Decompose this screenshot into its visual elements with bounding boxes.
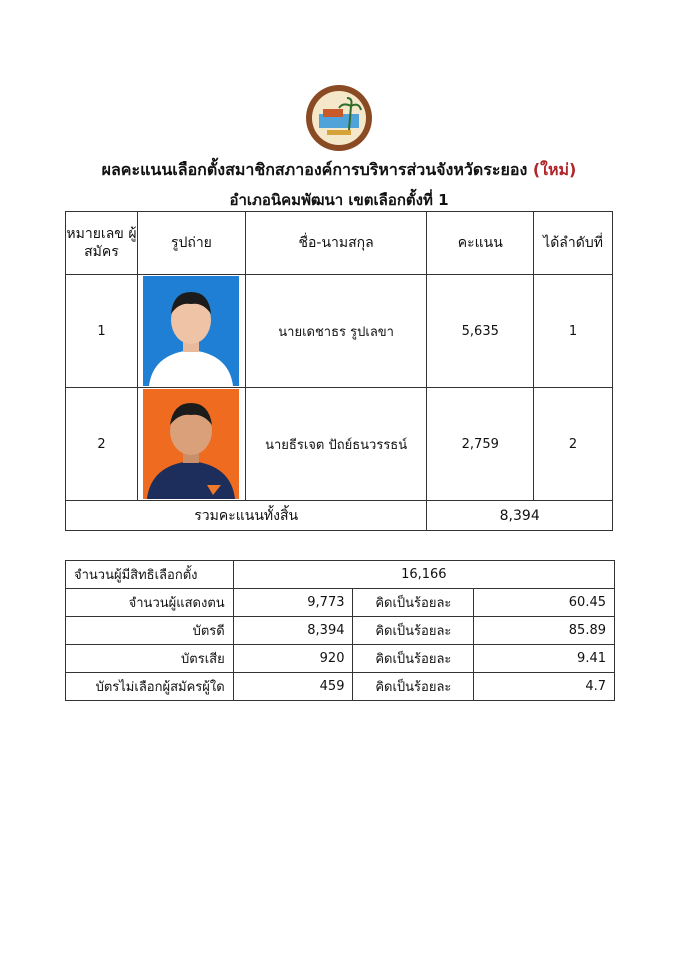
- header-number: หมายเลข ผู้สมัคร: [66, 212, 138, 275]
- stat-label: บัตรเสีย: [66, 645, 234, 673]
- results-header-row: [66, 212, 613, 275]
- candidate-photo: [143, 389, 239, 499]
- header-name: ชื่อ-นามสกุล: [245, 212, 427, 275]
- stat-value: 8,394: [233, 617, 353, 645]
- stat-percent: 85.89: [474, 617, 615, 645]
- candidate-rank: 1: [534, 275, 613, 388]
- stat-label: บัตรไม่เลือกผู้สมัครผู้ใด: [66, 673, 234, 701]
- total-label: รวมคะแนนทั้งสิ้น: [66, 501, 427, 531]
- eligible-label: จำนวนผู้มีสิทธิเลือกตั้ง: [66, 561, 234, 589]
- percent-label: คิดเป็นร้อยละ: [353, 589, 474, 617]
- province-seal-logo: [305, 84, 373, 152]
- total-row: [66, 501, 613, 531]
- header-score: คะแนน: [427, 212, 534, 275]
- stat-percent: 60.45: [474, 589, 615, 617]
- page-title: ผลคะแนนเลือกตั้งสมาชิกสภาองค์การบริหารส่วนจังหวัดระยอง (ใหม่): [101, 160, 577, 179]
- stat-percent: 4.7: [474, 673, 615, 701]
- stat-label: จำนวนผู้แสดงตน: [66, 589, 234, 617]
- header-rank: ได้ลำดับที่: [534, 212, 613, 275]
- candidate-name: นายเดชาธร รูปเลขา: [245, 275, 427, 388]
- stats-eligible-row: [66, 561, 615, 589]
- stats-row: [66, 617, 615, 645]
- candidate-name: นายธีรเจต ปัถย์ธนวรรธน์: [245, 388, 427, 501]
- eligible-value: 16,166: [233, 561, 614, 589]
- total-value: 8,394: [427, 501, 613, 531]
- candidate-row: [66, 275, 613, 388]
- candidate-number: 2: [66, 388, 138, 501]
- page-subtitle: อำเภอนิคมพัฒนา เขตเลือกตั้งที่ 1: [229, 191, 449, 209]
- candidate-rank: 2: [534, 388, 613, 501]
- stats-row: [66, 645, 615, 673]
- candidate-photo-cell: [137, 275, 245, 388]
- stat-value: 920: [233, 645, 353, 673]
- candidate-number: 1: [66, 275, 138, 388]
- percent-label: คิดเป็นร้อยละ: [353, 673, 474, 701]
- candidate-photo-cell: [137, 388, 245, 501]
- header-photo: รูปถ่าย: [137, 212, 245, 275]
- candidate-row: [66, 388, 613, 501]
- percent-label: คิดเป็นร้อยละ: [353, 645, 474, 673]
- stat-value: 9,773: [233, 589, 353, 617]
- results-table: [65, 211, 613, 531]
- candidate-score: 5,635: [427, 275, 534, 388]
- stat-label: บัตรดี: [66, 617, 234, 645]
- title-new-tag: (ใหม่): [532, 160, 577, 179]
- candidate-photo: [143, 276, 239, 386]
- stats-row: [66, 673, 615, 701]
- stats-row: [66, 589, 615, 617]
- stat-value: 459: [233, 673, 353, 701]
- stats-table: [65, 560, 615, 701]
- stat-percent: 9.41: [474, 645, 615, 673]
- percent-label: คิดเป็นร้อยละ: [353, 617, 474, 645]
- candidate-score: 2,759: [427, 388, 534, 501]
